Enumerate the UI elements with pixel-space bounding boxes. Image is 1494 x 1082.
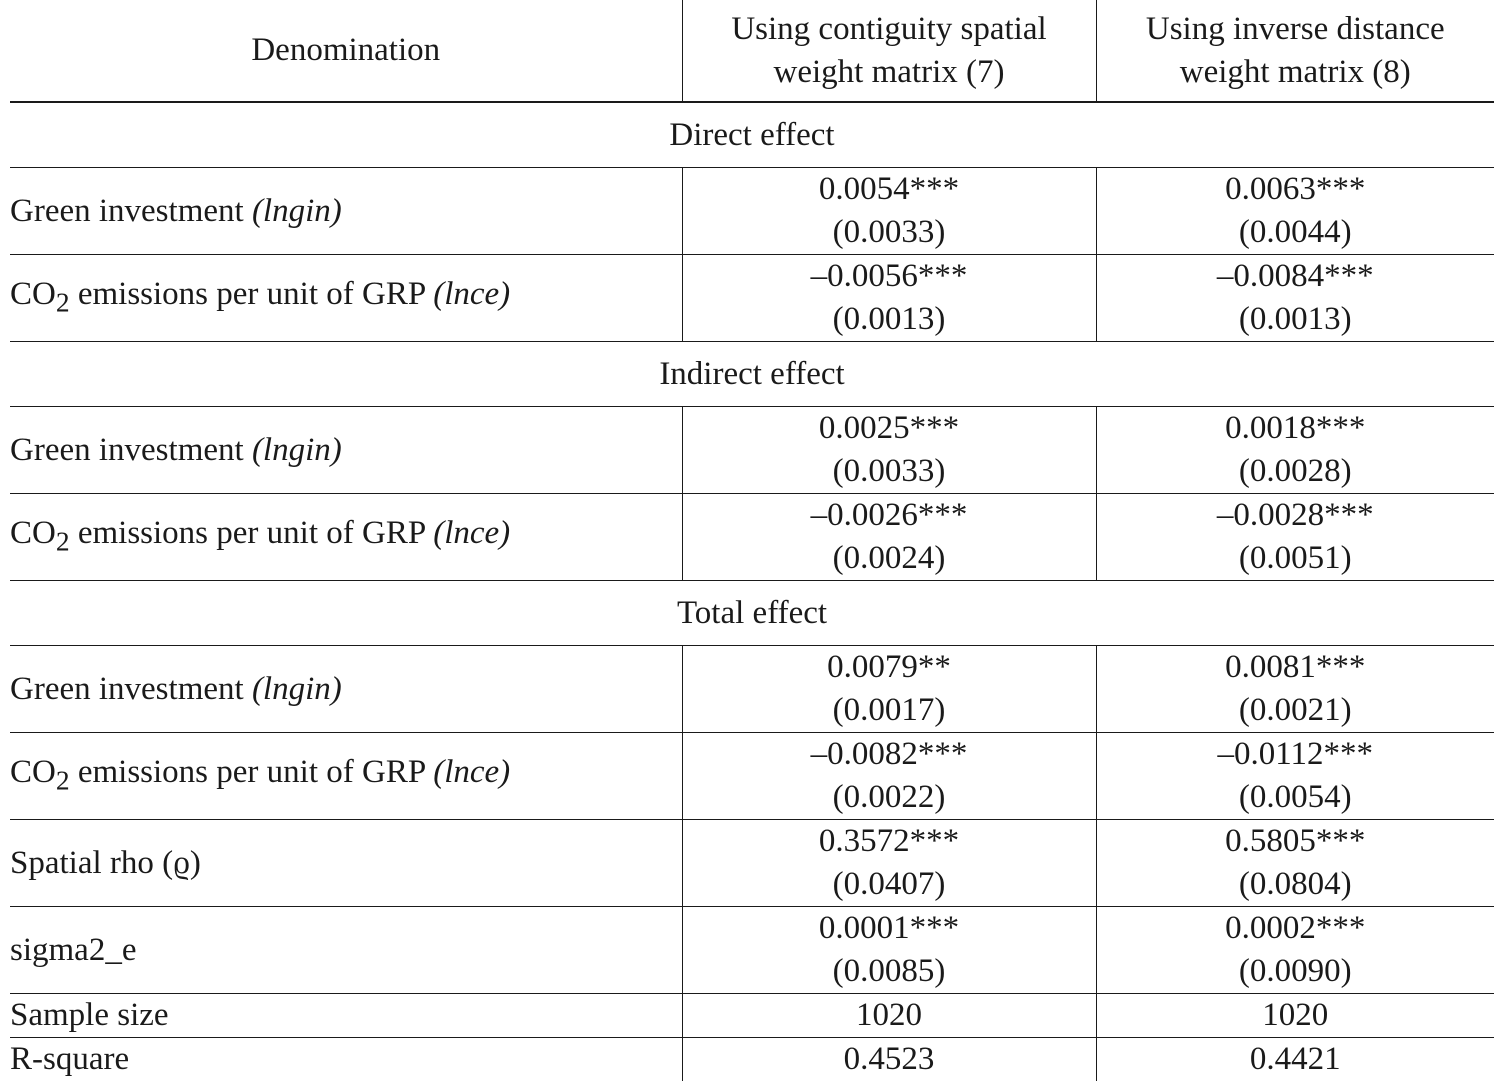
section-title: Total effect (10, 581, 1494, 646)
row-label: $CO_2$ emissions per unit of GRP (lnce) (10, 255, 682, 342)
header-col2-line1: Using inverse distance (1145, 10, 1445, 47)
cell-col2 (1096, 168, 1494, 255)
cell-col1 (682, 255, 1096, 342)
row-label: $CO_2$ emissions per unit of GRP (lnce) (10, 494, 682, 581)
cell-col1 (682, 646, 1096, 733)
table-row (10, 494, 1494, 581)
cell-col2 (1096, 494, 1494, 581)
coefficient: 0.0054*** (818, 171, 960, 207)
row-label: Green investment (lngin) (10, 646, 682, 733)
section-row-direct-effect (10, 102, 1494, 168)
standard-error: (0.0028) (1238, 453, 1352, 489)
variable-name: (lngin) (251, 192, 342, 229)
cell-col1 (682, 907, 1096, 994)
row-label: Green investment (lngin) (10, 407, 682, 494)
regression-results-table (10, 0, 1494, 1081)
header-col2-line2: weight matrix (8) (1179, 53, 1411, 90)
row-label: sigma2_e (10, 907, 682, 994)
coefficient: 0.0001*** (818, 910, 960, 946)
section-row-indirect-effect (10, 342, 1494, 407)
coefficient: 0.0079** (827, 649, 951, 685)
standard-error: (0.0024) (832, 540, 946, 576)
coefficient: –0.0028*** (1216, 497, 1374, 533)
cell-col1 (682, 494, 1096, 581)
row-label: Spatial rho (ϱ) (10, 820, 682, 907)
cell-col1: 1020 (682, 994, 1096, 1038)
table-row-r-square (10, 1038, 1494, 1082)
cell-col1: 0.4523 (682, 1038, 1096, 1082)
coefficient: –0.0112*** (1217, 736, 1374, 772)
cell-col2 (1096, 733, 1494, 820)
standard-error: (0.0051) (1238, 540, 1352, 576)
standard-error: (0.0085) (832, 953, 946, 989)
cell-col1 (682, 820, 1096, 907)
table-row-spatial-rho (10, 820, 1494, 907)
standard-error: (0.0044) (1238, 214, 1352, 250)
coefficient: –0.0056*** (810, 258, 968, 294)
row-label: Green investment (lngin) (10, 168, 682, 255)
cell-col1 (682, 733, 1096, 820)
coefficient: –0.0082*** (810, 736, 968, 772)
row-label: R-square (10, 1041, 130, 1077)
header-denomination: Denomination (10, 0, 682, 102)
coefficient: 0.0063*** (1225, 171, 1366, 207)
coefficient: –0.0026*** (810, 497, 968, 533)
cell-col2: 0.4421 (1096, 1038, 1494, 1082)
standard-error: (0.0804) (1238, 866, 1352, 902)
variable-name: (lngin) (251, 431, 342, 468)
section-title: Direct effect (10, 102, 1494, 168)
cell-col2 (1096, 646, 1494, 733)
cell-col2 (1096, 820, 1494, 907)
section-title: Indirect effect (10, 342, 1494, 407)
section-row-total-effect (10, 581, 1494, 646)
table-row (10, 733, 1494, 820)
coefficient: 0.0025*** (818, 410, 960, 446)
row-label: $CO_2$ emissions per unit of GRP (lnce) (10, 733, 682, 820)
cell-col1 (682, 407, 1096, 494)
standard-error: (0.0013) (1238, 301, 1352, 337)
cell-col2 (1096, 407, 1494, 494)
standard-error: (0.0013) (832, 301, 946, 337)
variable-name: (lngin) (251, 670, 342, 707)
standard-error: (0.0033) (832, 214, 946, 250)
coefficient: 0.0002*** (1225, 910, 1366, 946)
variable-name: (lnce) (433, 514, 511, 551)
table-row-sigma2-e (10, 907, 1494, 994)
coefficient: 0.0018*** (1225, 410, 1366, 446)
table-row (10, 168, 1494, 255)
standard-error: (0.0054) (1238, 779, 1352, 815)
standard-error: (0.0407) (832, 866, 946, 902)
header-inverse-distance-matrix (1096, 0, 1494, 102)
cell-col2 (1096, 255, 1494, 342)
cell-col1 (682, 168, 1096, 255)
standard-error: (0.0090) (1238, 953, 1352, 989)
variable-name: (lnce) (433, 753, 511, 790)
table-row (10, 646, 1494, 733)
cell-col2 (1096, 907, 1494, 994)
variable-name: (lnce) (433, 275, 511, 312)
coefficient: 0.0081*** (1225, 649, 1366, 685)
standard-error: (0.0021) (1238, 692, 1352, 728)
table-row (10, 407, 1494, 494)
header-col1-line2: weight matrix (7) (773, 53, 1005, 90)
coefficient: –0.0084*** (1216, 258, 1374, 294)
table-row (10, 255, 1494, 342)
row-label: Sample size (10, 994, 682, 1038)
coefficient: 0.3572*** (818, 823, 960, 859)
standard-error: (0.0017) (832, 692, 946, 728)
header-contiguity-matrix (682, 0, 1096, 102)
table-row-sample-size (10, 994, 1494, 1038)
header-row (10, 0, 1494, 102)
cell-col2: 1020 (1096, 994, 1494, 1038)
standard-error: (0.0033) (832, 453, 946, 489)
coefficient: 0.5805*** (1225, 823, 1366, 859)
standard-error: (0.0022) (832, 779, 946, 815)
header-col1-line1: Using contiguity spatial (731, 10, 1047, 47)
